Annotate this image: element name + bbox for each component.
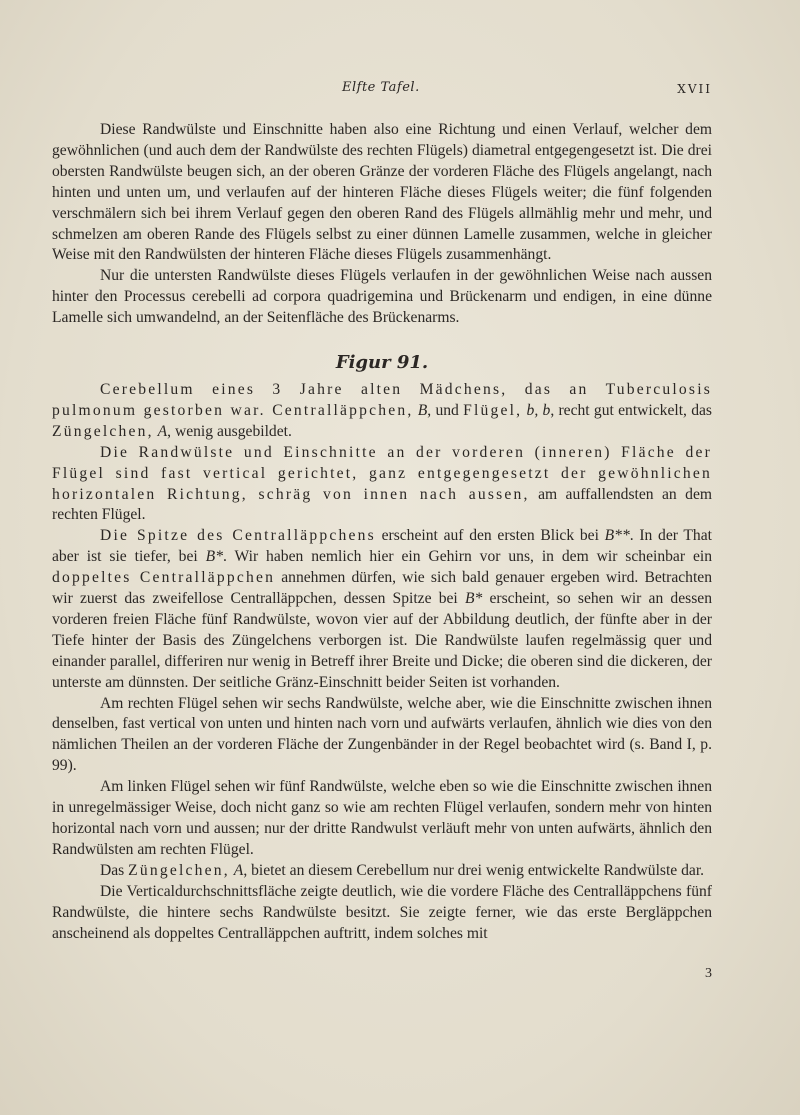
figure-paragraph-3: Die Spitze des Centralläppchens erscheint auf den ersten Blick bei B**. In der That aber ist sie tiefer, bei B*. Wir haben nemlich hier ein Gehirn vor uns, in dem wir scheinbar ein doppeltes Centralläppchen annehmen dürfen, wie sich bald genauer ergeben wird. Betrachten wir zuerst das zweifellose Centralläppchen, dessen Spitze bei B* erscheint, so sehen wir an dessen vorderen freien Fläche fünf Randwülste, wovon vier auf der Abbildung deutlich, der fünfte aber in der Tiefe hinter der Basis des Züngelchens verborgen ist. Die Randwülste laufen regelmässig quer und einander parallel, differiren nur wenig in Betreff ihrer Breite und Dicke; die oberen sind die dickeren, der unterste am dünnsten. Der seitliche Gränz-Einschnitt beider Seiten ist vorhanden. bbox=[52, 527, 713, 691]
figure-paragraph-7: Die Verticaldurchschnittsfläche zeigte deutlich, wie die vordere Fläche des Centralläppchens fünf Randwülste, die hintere sechs Randwülste besitzt. Sie zeigte ferner, wie das erste Bergläppchen anscheinend als doppeltes Centralläppchen auftritt, indem solches mit bbox=[52, 882, 712, 942]
figure-paragraph-6: Das Züngelchen, A, bietet an diesem Cerebellum nur drei wenig entwickelte Randwülste dar. bbox=[100, 861, 705, 879]
intro-paragraph-1: Diese Randwülste und Einschnitte haben also eine Richtung und einen Verlauf, welcher dem gewöhnlichen (und auch dem der Randwülste des rechten Flügels) diametral entgegengesetzt ist. Die drei obersten Randwülste beugen sich, an der oberen Gränze der vorderen Fläche des Flügels angelangt, nach hinten und unten um, und verlaufen auf der hinteren Fläche dieses Flügels weiter; die fünf folgenden verschmälern sich bei ihrem Verlauf gegen den oberen Rand des Flügels allmählig mehr und mehr, und schmelzen am oberen Rande des Flügels selbst zu einer dünnen Lamelle zusammen, welche in gleicher Weise mit den Randwülsten der hinteren Fläche dieses Flügels zusammenhängt. bbox=[52, 121, 712, 264]
figure-paragraph-4: Am rechten Flügel sehen wir sechs Randwülste, welche aber, wie die Einschnitte zwischen ihnen denselben, fast vertical von unten und hinten nach vorn und aufwärts verlaufen, ähnlich wie dies von den nämlichen Theilen an der vorderen Fläche der Zungenbänder in der Regel beobachtet wird (s. Band I, p. 99). bbox=[52, 694, 712, 775]
page-number: XVII bbox=[677, 82, 712, 96]
intro-paragraph-2: Nur die untersten Randwülste dieses Flügels verlaufen in der gewöhnlichen Weise nach aussen hinter den Processus cerebelli ad corpora quadrigemina und Brückenarm und endigen, in eine dünne Lamelle sich umwandelnd, an der Seitenfläche des Brückenarms. bbox=[52, 267, 712, 327]
figure-paragraph-5: Am linken Flügel sehen wir fünf Randwülste, welche eben so wie die Einschnitte zwischen ihnen in unregelmässiger Weise, doch nicht ganz so wie am rechten Flügel verlaufen, sondern mehr von hinten horizontal nach vorn und aussen; nur der dritte Randwulst verläuft mehr von unten aufwärts, ähnlich den Randwülsten am rechten Flügel. bbox=[52, 778, 712, 858]
figure-paragraph-2: Die Randwülste und Einschnitte an der vorderen (inneren) Fläche der Flügel sind fast vertical gerichtet, ganz entgegengesetzt der gewöhnlichen horizontalen Richtung, schräg von innen nach aussen, am auffallendsten an dem rechten Flügel. bbox=[52, 443, 713, 524]
running-header bbox=[52, 80, 712, 100]
body-text bbox=[52, 120, 712, 944]
figure-heading: Figur 91. bbox=[335, 352, 429, 374]
plate-title: Elfte Tafel. bbox=[342, 80, 420, 95]
figure-paragraph-1: Cerebellum eines 3 Jahre alten Mädchens, das an Tuberculosis pulmonum gestorben war. Centralläppchen, B, und Flügel, b, b, recht gut entwickelt, das Züngelchen, A, wenig ausgebildet. bbox=[52, 380, 712, 440]
signature-mark: 3 bbox=[705, 966, 712, 981]
